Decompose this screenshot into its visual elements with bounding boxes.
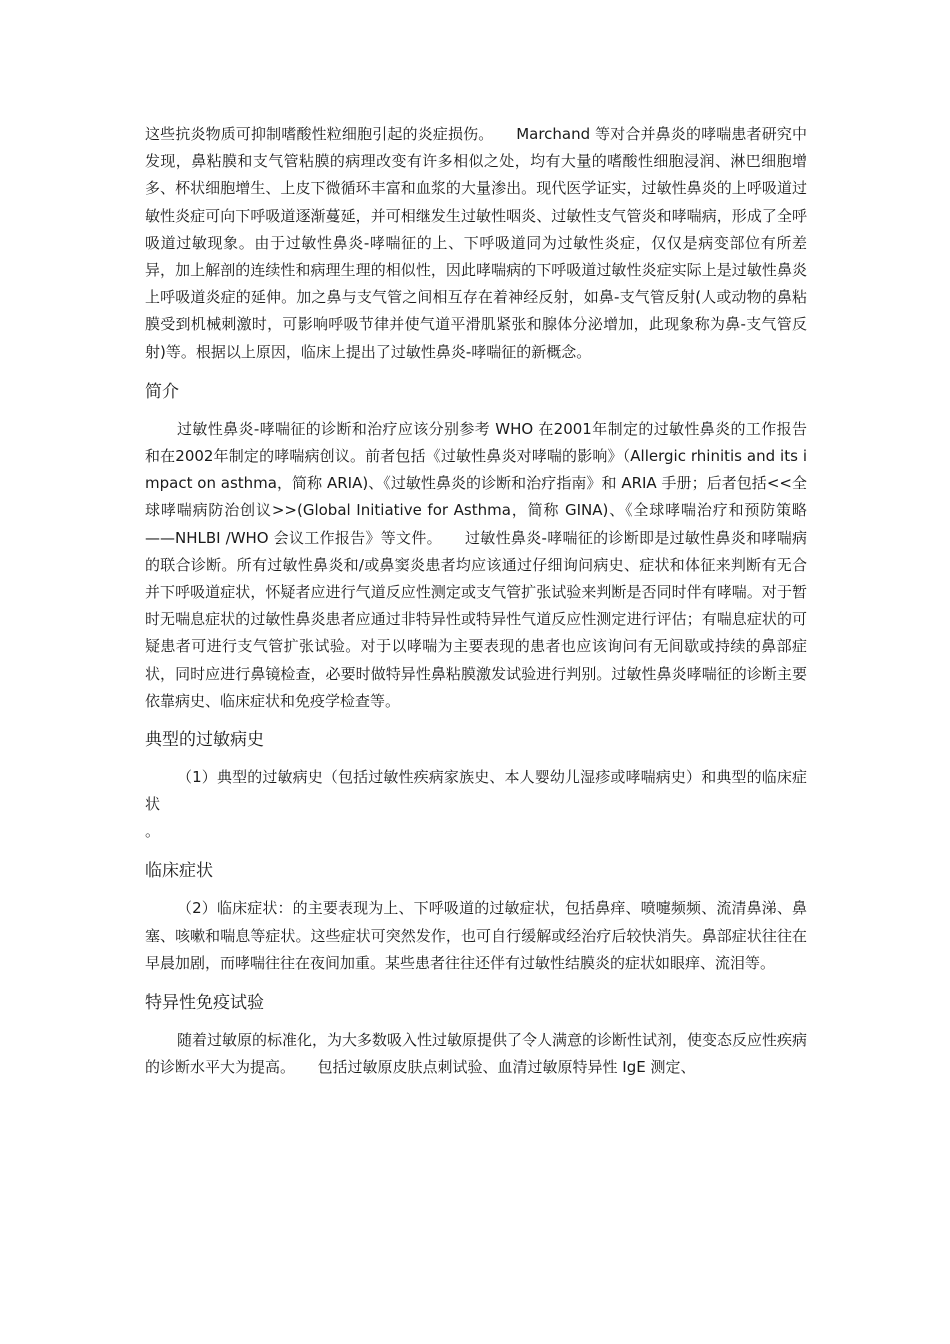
introduction-paragraph: 过敏性鼻炎-哮喘征的诊断和治疗应该分别参考 WHO 在2001年制定的过敏性鼻炎的工作报告和在2002年制定的哮喘病创议。前者包括《过敏性鼻炎对哮喘的影响》（Allergic rhinitis and its impact on asthma，简称 ARIA)、《过敏性鼻炎的诊断和治疗指南》和 ARIA 手册；后者包括<<全球哮喘病防治创议>>(Global Initiative for Asthma，简称 GINA)、《全球哮喘治疗和预防策略——NHLBI /WHO 会议工作报告》等文件。 过敏性鼻炎-哮喘征的诊断即是过敏性鼻炎和哮喘病的联合诊断。所有过敏性鼻炎和/或鼻窦炎患者均应该通过仔细询问病史、症状和体征来判断有无合并下呼吸道症状，怀疑者应进行气道反应性测定或支气管扩张试验来判断是否同时伴有哮喘。对于暂时无喘息症状的过敏性鼻炎患者应通过非特异性或特异性气道反应性测定进行评估；有喘息症状的可疑患者可进行支气管扩张试验。对于以哮喘为主要表现的患者也应该询问有无间歇或持续的鼻部症状，同时应进行鼻镜检查，必要时做特异性鼻粘膜激发试验进行判别。过敏性鼻炎哮喘征的诊断主要依靠病史、临床症状和免疫学检查等。 xyxy=(145,419,807,710)
intro-paragraph: 这些抗炎物质可抑制嗜酸性粒细胞引起的炎症损伤。 Marchand 等对合并鼻炎的哮喘患者研究中发现，鼻粘膜和支气管粘膜的病理改变有许多相似之处，均有大量的嗜酸性细胞浸润、淋巴细胞增多、杯状细胞增生、上皮下微循环丰富和血浆的大量渗出。现代医学证实，过敏性鼻炎的上呼吸道过敏性炎症可向下呼吸道逐渐蔓延，并可相继发生过敏性咽炎、过敏性支气管炎和哮喘病，形成了全呼吸道过敏现象。由于过敏性鼻炎-哮喘征的上、下呼吸道同为过敏性炎症，仅仅是病变部位有所差异，加上解剖的连续性和病理生理的相似性，因此哮喘病的下呼吸道过敏性炎症实际上是过敏性鼻炎上呼吸道炎症的延伸。加之鼻与支气管之间相互存在着神经反射，如鼻-支气管反射(人或动物的鼻粘膜受到机械刺激时，可影响呼吸节律并使气道平滑肌紧张和腺体分泌增加，此现象称为鼻-支气管反射)等。根据以上原因，临床上提出了过敏性鼻炎-哮喘征的新概念。 xyxy=(145,125,807,361)
allergy-history-paragraph: （1）典型的过敏病史（包括过敏性疾病家族史、本人婴幼儿湿疹或哮喘病史）和典型的临床症状 xyxy=(145,768,807,814)
section-heading-clinical-symptoms: 临床症状 xyxy=(145,861,213,882)
allergy-history-tail: 。 xyxy=(145,822,161,841)
section-heading-introduction: 简介 xyxy=(145,381,179,402)
section-heading-allergy-history: 典型的过敏病史 xyxy=(145,730,264,751)
specific-immune-test-paragraph: 随着过敏原的标准化，为大多数吸入性过敏原提供了令人满意的诊断性试剂，使变态反应性疾病的诊断水平大为提高。 包括过敏原皮肤点刺试验、血清过敏原特异性 IgE 测定、 xyxy=(145,1031,808,1077)
clinical-symptoms-paragraph: （2）临床症状：的主要表现为上、下呼吸道的过敏症状，包括鼻痒、喷嚏频频、流清鼻涕、鼻塞、咳嗽和喘息等症状。这些症状可突然发作，也可自行缓解或经治疗后较快消失。鼻部症状往往在早晨加剧，而哮喘往往在夜间加重。某些患者往往还伴有过敏性结膜炎的症状如眼痒、流泪等。 xyxy=(145,899,807,972)
document-page xyxy=(145,121,807,1081)
section-heading-specific-immune-test: 特异性免疫试验 xyxy=(145,993,264,1014)
